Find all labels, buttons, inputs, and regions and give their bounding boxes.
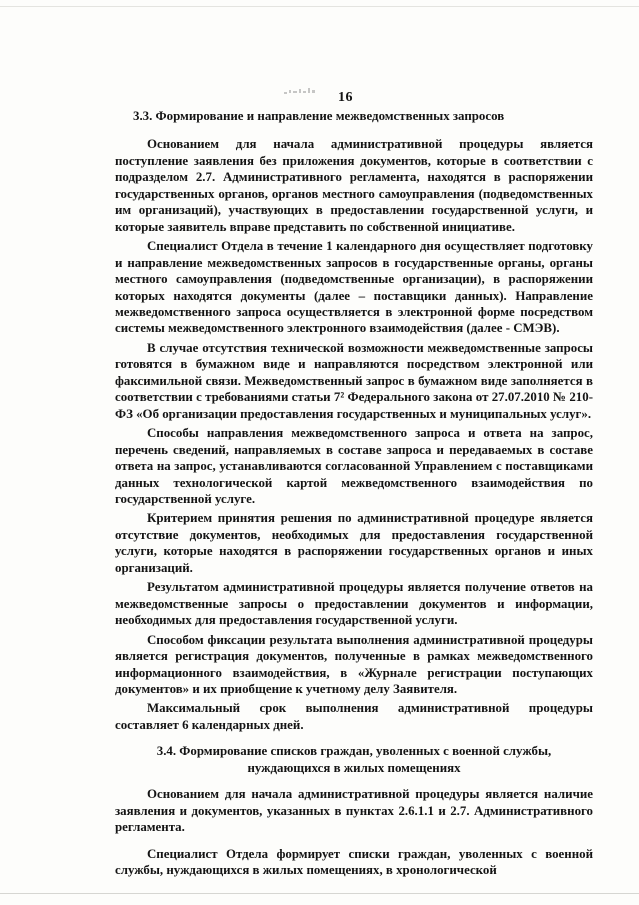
- section-3-4-heading-line-2: нуждающихся в жилых помещениях: [247, 760, 461, 775]
- section-3-3-paragraph-5: Критерием принятия решения по административной процедуре является отсутствие документов, необходимых для предоставления государственной услуги, которые находятся в распоряжении государственных органов и иных организаций.: [115, 511, 593, 575]
- section-3-4-paragraph-1: Основанием для начала административной процедуры является наличие заявления и документов, указанных в пунктах 2.6.1.1 и 2.7. Административного регламента.: [115, 787, 593, 835]
- section-3-3-paragraph-8: Максимальный срок выполнения административной процедуры составляет 6 календарных дней.: [115, 701, 593, 732]
- section-3-3-paragraph-3: В случае отсутствия технической возможности межведомственные запросы готовятся в бумажном виде и направляются посредством электронной или факсимильной связи. Межведомственный запрос в бумажном виде заполняется в соответствии с требованиями статьи 7² Федерального закона от 27.07.2010 № 210-ФЗ «Об организации предоставления государственных и муниципальных услуг».: [115, 340, 593, 421]
- section-3-3-paragraph-2: Специалист Отдела в течение 1 календарного дня осуществляет подготовку и направление межведомственных запросов в государственные органы, органы местного самоуправления (подведомственные организации), в распоряжении которых находятся документы (далее – поставщики данных). Направление межведомственного запроса осуществляется в электронной форме посредством системы межведомственного электронного взаимодействия (далее - СМЭВ).: [115, 239, 593, 336]
- section-3-3-heading: 3.3. Формирование и направление межведомственных запросов: [133, 109, 505, 123]
- faint-stamp-mark: [282, 86, 322, 98]
- section-3-4-paragraph-2: Специалист Отдела формирует списки граждан, уволенных с военной службы, нуждающихся в жилых помещениях, в хронологической: [115, 846, 593, 878]
- document-body: [115, 108, 593, 878]
- scan-edge-bottom: [0, 893, 639, 894]
- section-3-4-heading: [115, 743, 593, 776]
- section-3-3-paragraph-6: Результатом административной процедуры является получение ответов на межведомственные запросы о предоставлении документов и информации, необходимых для предоставления государственной услуги.: [115, 580, 593, 628]
- section-3-3-paragraph-1: Основанием для начала административной процедуры является поступление заявления без приложения документов, которые в соответствии с подразделом 2.7. Административного регламента, находятся в распоряжении государственных органов, органов местного самоуправления (подведомственных им организаций), участвующих в предоставлении государственной услуги, и которые заявитель вправе представить по собственной инициативе.: [115, 137, 593, 234]
- page-number: 16: [338, 90, 353, 105]
- section-3-3-paragraph-4: Способы направления межведомственного запроса и ответа на запрос, перечень сведений, направляемых в составе запроса и передаваемых в составе ответа на запрос, устанавливаются согласованной Управлением с поставщиками данных технологической картой межведомственного взаимодействия по государственной услуге.: [115, 426, 593, 506]
- scan-edge-top: [0, 6, 639, 7]
- section-3-3-paragraph-7: Способом фиксации результата выполнения административной процедуры является регистрация документов, полученные в рамках межведомственного информационного взаимодействия, в «Журнале регистрации поступающих документов» и их приобщение к учетному делу Заявителя.: [115, 632, 593, 696]
- section-3-4-heading-line-1: 3.4. Формирование списков граждан, уволенных с военной службы,: [156, 744, 552, 759]
